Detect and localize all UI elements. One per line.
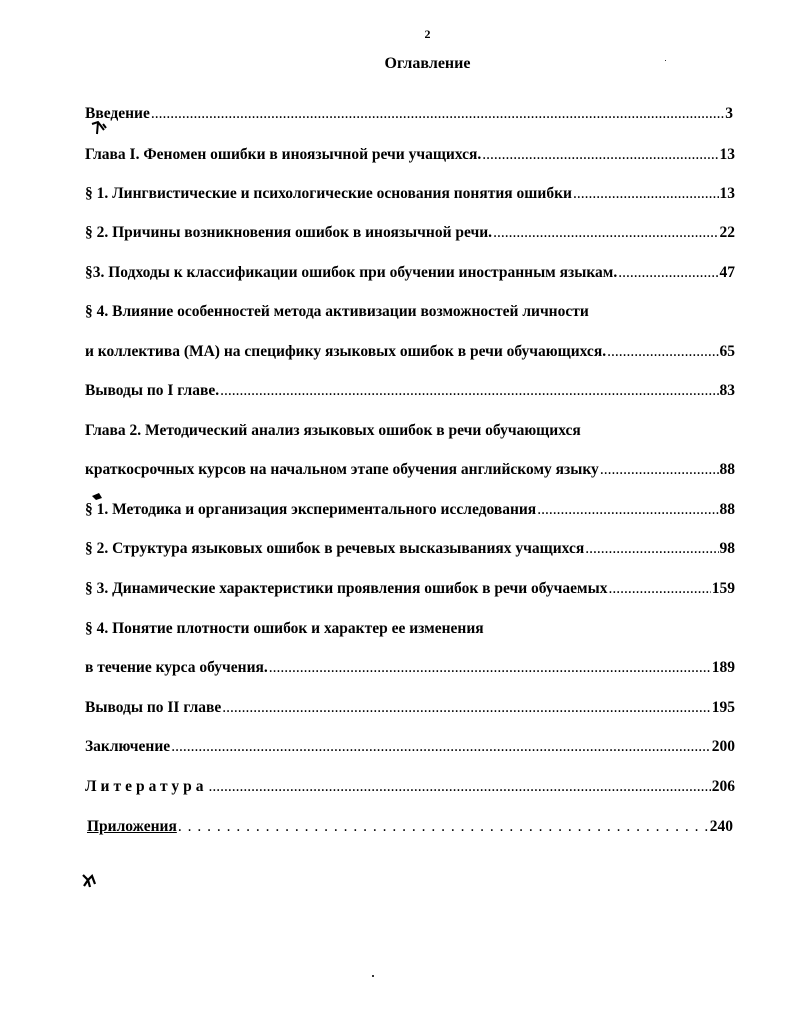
scan-speck — [665, 60, 666, 61]
toc-entry-page: 88 — [719, 461, 735, 478]
toc-entry-page: 88 — [719, 501, 735, 518]
toc-entry-section-1-4[interactable] — [85, 302, 589, 322]
toc-entry-page: 22 — [719, 224, 735, 241]
toc-entry-section-2-1[interactable] — [85, 500, 735, 520]
scan-artifact-mark — [80, 872, 98, 895]
toc-leader-dots — [537, 500, 718, 520]
toc-entry-chapter-2-cont[interactable] — [85, 460, 735, 480]
toc-leader-dots — [482, 145, 718, 165]
toc-entry-conclusion[interactable] — [85, 737, 735, 757]
toc-entry-text: § 3. Динамические характеристики проявления ошибок в речи обучаемых — [85, 580, 608, 597]
toc-entry-page: 240 — [709, 818, 733, 835]
toc-entry-text: § 2. Структура языковых ошибок в речевых высказываниях учащихся — [85, 540, 585, 557]
toc-leader-dots — [600, 460, 719, 480]
toc-entry-page: 98 — [719, 540, 735, 557]
scan-artifact-glyph — [89, 492, 105, 510]
toc-leader-dots — [585, 539, 718, 559]
toc-entry-page: 195 — [711, 699, 735, 716]
toc-entry-conclusions-2[interactable] — [85, 698, 735, 718]
toc-entry-section-1-3[interactable] — [85, 263, 735, 283]
toc-entry-text: § 2. Причины возникновения ошибок в иноязычной речи. — [85, 224, 493, 241]
scan-speck — [372, 975, 374, 977]
toc-entry-text: §3. Подходы к классификации ошибок при обучении иностранным языкам. — [85, 264, 618, 281]
toc-entry-text: § 4. Понятие плотности ошибок и характер ее изменения — [85, 620, 484, 637]
toc-entry-text: краткосрочных курсов на начальном этапе обучения английскому языку — [85, 461, 599, 478]
toc-entry-text: § 1. Методика и организация экспериментального исследования — [85, 501, 537, 518]
toc-leader-dots — [608, 579, 710, 599]
toc-leader-dots — [573, 184, 719, 204]
scan-artifact-glyph — [80, 872, 98, 890]
toc-leader-dots — [178, 817, 709, 837]
page-number: 2 — [424, 27, 431, 41]
toc-entry-text: Выводы по II главе — [85, 699, 222, 716]
toc-entry-section-1-2[interactable] — [85, 223, 735, 243]
toc-entry-page: 83 — [719, 382, 735, 399]
toc-entry-conclusions-1[interactable] — [85, 381, 735, 401]
toc-entry-page: 65 — [719, 343, 735, 360]
toc-entry-text: Глава 2. Методический анализ языковых ошибок в речи обучающихся — [85, 422, 581, 439]
toc-entry-section-1-1[interactable] — [85, 184, 735, 204]
toc-leader-dots — [222, 698, 710, 718]
scan-artifact-glyph — [90, 120, 108, 140]
toc-entry-text: Приложения — [87, 818, 177, 835]
toc-entry-page: 13 — [719, 185, 735, 202]
toc-entry-introduction[interactable] — [85, 104, 733, 124]
toc-entry-chapter-1[interactable] — [85, 145, 735, 165]
toc-leader-dots — [171, 737, 711, 757]
toc-leader-dots — [493, 223, 718, 243]
toc-entry-section-1-4-cont[interactable] — [85, 342, 735, 362]
toc-entry-references[interactable] — [85, 777, 735, 797]
toc-entry-page: 206 — [711, 778, 735, 795]
toc-entry-text: Выводы по I главе. — [85, 382, 220, 399]
toc-leader-dots — [618, 263, 718, 283]
toc-leader-dots — [269, 658, 711, 678]
toc-leader-dots — [220, 381, 718, 401]
toc-entry-page: 200 — [711, 738, 735, 755]
scan-artifact-mark — [90, 120, 108, 145]
toc-entry-section-2-3[interactable] — [85, 579, 735, 599]
toc-entry-text: в течение курса обучения. — [85, 659, 268, 676]
toc-entry-text: Заключение — [85, 738, 171, 755]
toc-entry-text: § 4. Влияние особенностей метода активизации возможностей личности — [85, 303, 589, 320]
scan-artifact-mark — [89, 492, 105, 515]
toc-entry-chapter-2[interactable] — [85, 421, 581, 441]
toc-entry-text: и коллектива (МА) на специфику языковых ошибок в речи обучающихся. — [85, 343, 607, 360]
toc-entry-page: 3 — [725, 105, 733, 122]
page-title: Оглавление — [384, 55, 471, 72]
toc-entry-section-2-4[interactable] — [85, 619, 484, 639]
toc-entry-page: 47 — [719, 264, 735, 281]
toc-entry-page: 189 — [711, 659, 735, 676]
toc-entry-section-2-4-cont[interactable] — [85, 658, 735, 678]
toc-entry-text: § 1. Лингвистические и психологические основания понятия ошибки — [85, 185, 572, 202]
toc-leader-dots — [208, 777, 710, 797]
toc-entry-text: Литература — [85, 778, 208, 795]
toc-entry-text: Глава I. Феномен ошибки в иноязычной речи учащихся. — [85, 146, 482, 163]
toc-leader-dots — [151, 104, 724, 124]
toc-entry-section-2-2[interactable] — [85, 539, 735, 559]
toc-entry-page: 13 — [719, 146, 735, 163]
toc-leader-dots — [607, 342, 718, 362]
toc-entry-page: 159 — [711, 580, 735, 597]
toc-entry-appendices[interactable] — [87, 817, 733, 837]
toc-entry-text: Введение — [85, 105, 150, 122]
